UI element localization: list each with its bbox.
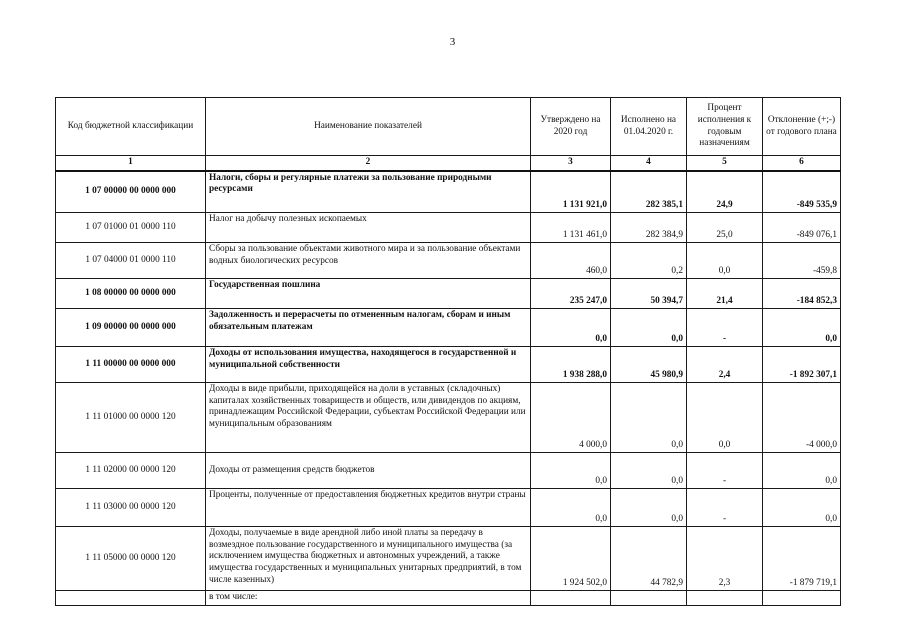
column-number: 1 bbox=[56, 156, 206, 171]
row-name: Доходы, получаемые в виде арендной либо иной платы за передачу в возмездное пользование государственного и муниципального имущества (за исключением имущества бюджетных и автономных учреждений, а также имущества государственных и муниципальных унитарных предприятий, в том числе казенных) bbox=[206, 527, 531, 591]
table-row bbox=[56, 171, 841, 213]
row-name: Государственная пошлина bbox=[206, 279, 531, 309]
row-approved: 1 131 921,0 bbox=[531, 171, 611, 213]
row-name: Доходы в виде прибыли, приходящейся на доли в уставных (складочных) капиталах хозяйственных товариществ и обществ, или дивидендов по акциям, принадлежащим Российской Федерации, субъектам Российской Федерации или муниципальным образованиям bbox=[206, 383, 531, 453]
row-name: Доходы от размещения средств бюджетов bbox=[206, 453, 531, 489]
row-percent: - bbox=[687, 309, 763, 347]
row-deviation: 0,0 bbox=[763, 453, 841, 489]
row-approved: 1 924 502,0 bbox=[531, 527, 611, 591]
row-code bbox=[56, 591, 206, 606]
column-number: 6 bbox=[763, 156, 841, 171]
row-percent: 21,4 bbox=[687, 279, 763, 309]
row-code: 1 11 03000 00 0000 120 bbox=[56, 489, 206, 527]
budget-execution-table bbox=[55, 97, 841, 606]
row-executed bbox=[611, 591, 687, 606]
header-name: Наименование показателей bbox=[206, 98, 531, 156]
row-deviation bbox=[763, 591, 841, 606]
row-executed: 0,0 bbox=[611, 383, 687, 453]
row-percent: 2,3 bbox=[687, 527, 763, 591]
table-row bbox=[56, 309, 841, 347]
row-code: 1 11 05000 00 0000 120 bbox=[56, 527, 206, 591]
row-approved: 235 247,0 bbox=[531, 279, 611, 309]
row-deviation: 0,0 bbox=[763, 309, 841, 347]
row-deviation: -1 879 719,1 bbox=[763, 527, 841, 591]
column-number: 5 bbox=[687, 156, 763, 171]
row-code: 1 08 00000 00 0000 000 bbox=[56, 279, 206, 309]
row-percent: 0,0 bbox=[687, 243, 763, 279]
row-name: Доходы от использования имущества, находящегося в государственной и муниципальной собственности bbox=[206, 347, 531, 383]
row-code: 1 07 01000 01 0000 110 bbox=[56, 213, 206, 243]
row-deviation: -4 000,0 bbox=[763, 383, 841, 453]
row-name: Налоги, сборы и регулярные платежи за пользование природными ресурсами bbox=[206, 171, 531, 213]
row-name: Проценты, полученные от предоставления бюджетных кредитов внутри страны bbox=[206, 489, 531, 527]
row-code: 1 11 02000 00 0000 120 bbox=[56, 453, 206, 489]
row-approved: 1 131 461,0 bbox=[531, 213, 611, 243]
column-number: 4 bbox=[611, 156, 687, 171]
row-approved: 4 000,0 bbox=[531, 383, 611, 453]
row-approved bbox=[531, 591, 611, 606]
row-percent: 24,9 bbox=[687, 171, 763, 213]
row-approved: 0,0 bbox=[531, 489, 611, 527]
row-executed: 50 394,7 bbox=[611, 279, 687, 309]
row-name: Налог на добычу полезных ископаемых bbox=[206, 213, 531, 243]
row-approved: 0,0 bbox=[531, 309, 611, 347]
row-approved: 1 938 288,0 bbox=[531, 347, 611, 383]
row-code: 1 09 00000 00 0000 000 bbox=[56, 309, 206, 347]
header-percent: Процент исполнения к годовым назначениям bbox=[687, 98, 763, 156]
row-code: 1 11 01000 00 0000 120 bbox=[56, 383, 206, 453]
row-name: Задолженность и перерасчеты по отмененным налогам, сборам и иным обязательным платежам bbox=[206, 309, 531, 347]
row-name: Сборы за пользование объектами животного мира и за пользование объектами водных биологических ресурсов bbox=[206, 243, 531, 279]
header-code: Код бюджетной классификации bbox=[56, 98, 206, 156]
row-deviation: -1 892 307,1 bbox=[763, 347, 841, 383]
table-row bbox=[56, 279, 841, 309]
row-code: 1 11 00000 00 0000 000 bbox=[56, 347, 206, 383]
row-executed: 282 385,1 bbox=[611, 171, 687, 213]
row-deviation: -184 852,3 bbox=[763, 279, 841, 309]
header-executed: Исполнено на 01.04.2020 г. bbox=[611, 98, 687, 156]
row-deviation: -849 535,9 bbox=[763, 171, 841, 213]
page-number: 3 bbox=[449, 36, 456, 48]
row-code: 1 07 04000 01 0000 110 bbox=[56, 243, 206, 279]
row-executed: 0,0 bbox=[611, 489, 687, 527]
row-approved: 0,0 bbox=[531, 453, 611, 489]
row-executed: 0,2 bbox=[611, 243, 687, 279]
row-percent: - bbox=[687, 453, 763, 489]
row-deviation: -459,8 bbox=[763, 243, 841, 279]
row-name: в том числе: bbox=[206, 591, 531, 606]
row-approved: 460,0 bbox=[531, 243, 611, 279]
row-percent: 2,4 bbox=[687, 347, 763, 383]
row-executed: 45 980,9 bbox=[611, 347, 687, 383]
row-percent: 25,0 bbox=[687, 213, 763, 243]
header-approved: Утверждено на 2020 год bbox=[531, 98, 611, 156]
table-row bbox=[56, 347, 841, 383]
column-number: 3 bbox=[531, 156, 611, 171]
column-number-row bbox=[56, 156, 841, 171]
row-deviation: 0,0 bbox=[763, 489, 841, 527]
table-row bbox=[56, 453, 841, 489]
row-executed: 282 384,9 bbox=[611, 213, 687, 243]
table-row bbox=[56, 243, 841, 279]
header-deviation: Отклонение (+;-) от годового плана bbox=[763, 98, 841, 156]
row-percent bbox=[687, 591, 763, 606]
row-code: 1 07 00000 00 0000 000 bbox=[56, 171, 206, 213]
row-percent: - bbox=[687, 489, 763, 527]
row-executed: 0,0 bbox=[611, 309, 687, 347]
table-row bbox=[56, 489, 841, 527]
row-deviation: -849 076,1 bbox=[763, 213, 841, 243]
row-percent: 0,0 bbox=[687, 383, 763, 453]
table-header-row bbox=[56, 98, 841, 156]
table-row bbox=[56, 527, 841, 591]
row-executed: 0,0 bbox=[611, 453, 687, 489]
row-executed: 44 782,9 bbox=[611, 527, 687, 591]
column-number: 2 bbox=[206, 156, 531, 171]
table-row bbox=[56, 383, 841, 453]
table-row bbox=[56, 213, 841, 243]
table-row bbox=[56, 591, 841, 606]
